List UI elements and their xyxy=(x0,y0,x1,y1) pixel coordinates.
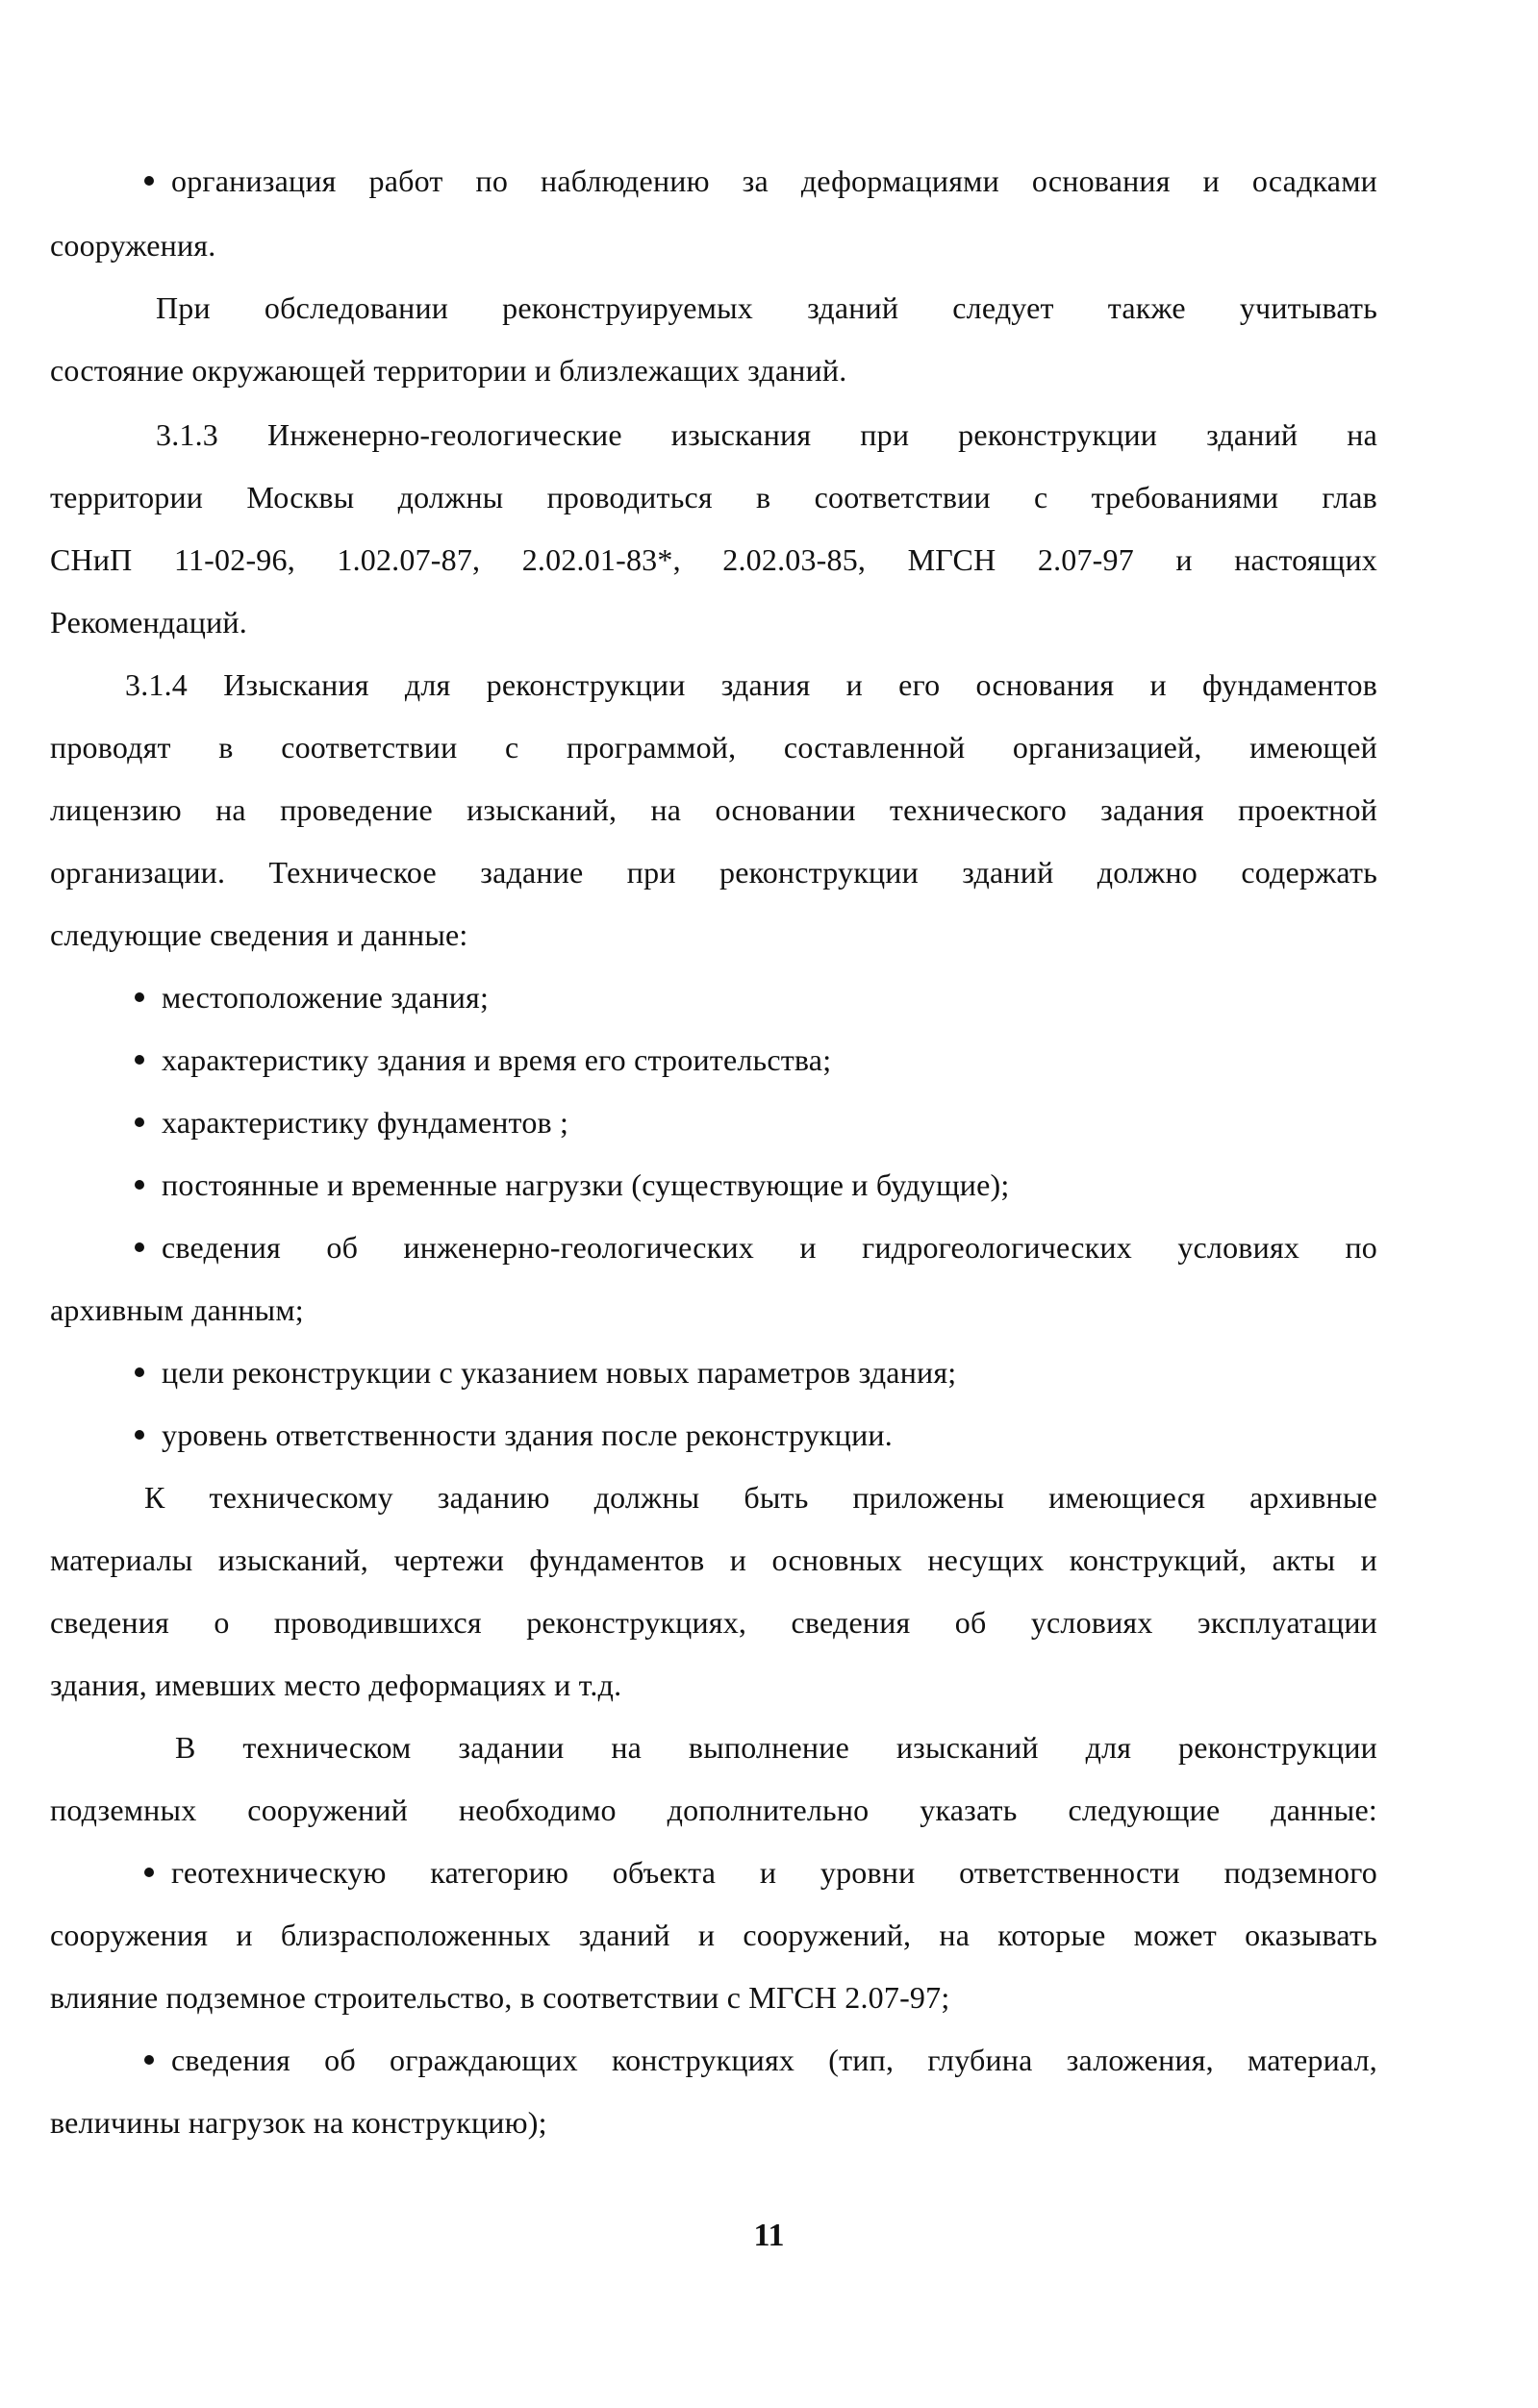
bullet-icon xyxy=(135,1117,144,1127)
text-line: здания, имевших место деформациях и т.д. xyxy=(50,1668,622,1702)
bullet-icon xyxy=(135,1055,144,1065)
bullet-item xyxy=(144,162,1377,200)
text-line: Рекомендаций. xyxy=(50,605,247,640)
text-line: В техническом задании на выполнение изысканий для реконструкции xyxy=(175,1730,1377,1765)
bullet-item xyxy=(135,1416,1377,1454)
text-line: сооружения. xyxy=(50,228,216,263)
bullet-icon xyxy=(144,1868,154,1877)
bullet-item xyxy=(135,1228,1377,1267)
text-line: территории Москвы должны проводиться в соответствии с требованиями глав xyxy=(50,480,1377,514)
text-line: характеристику фундаментов ; xyxy=(162,1105,569,1140)
bullet-item xyxy=(135,1041,1377,1079)
text-line: сведения об ограждающих конструкциях (тип, глубина заложения, материал, xyxy=(171,2043,1377,2077)
text-line: организация работ по наблюдению за деформациями основания и осадками xyxy=(171,163,1377,198)
bullet-icon xyxy=(135,1367,144,1377)
text-line: материалы изысканий, чертежи фундаментов и основных несущих конструкций, акты и xyxy=(50,1543,1377,1577)
text-line: сооружения и близрасположенных зданий и сооружений, на которые может оказывать xyxy=(50,1918,1377,1952)
bullet-icon xyxy=(135,1430,144,1440)
text-line: влияние подземное строительство, в соответствии с МГСН 2.07-97; xyxy=(50,1980,950,2015)
bullet-icon xyxy=(135,1180,144,1190)
text-line: местоположение здания; xyxy=(162,980,490,1015)
text-line: К техническому заданию должны быть приложены имеющиеся архивные xyxy=(144,1480,1377,1515)
text-line: организации. Техническое задание при реконструкции зданий должно содержать xyxy=(50,855,1377,890)
text-line: лицензию на проведение изысканий, на основании технического задания проектной xyxy=(50,792,1377,827)
text-line: При обследовании реконструируемых зданий следует также учитывать xyxy=(156,290,1377,325)
bullet-icon xyxy=(135,1242,144,1252)
text-line: 3.1.4 Изыскания для реконструкции здания и его основания и фундаментов xyxy=(125,667,1377,702)
page-number: 11 xyxy=(753,2218,785,2253)
text-line: величины нагрузок на конструкцию); xyxy=(50,2105,547,2140)
text-line: проводят в соответствии с программой, составленной организацией, имеющей xyxy=(50,730,1377,765)
bullet-icon xyxy=(135,992,144,1002)
text-line: постоянные и временные нагрузки (существующие и будущие); xyxy=(162,1167,1010,1202)
text-line: сведения о проводившихся реконструкциях, сведения об условиях эксплуатации xyxy=(50,1605,1377,1640)
text-line: состояние окружающей территории и близлежащих зданий. xyxy=(50,353,847,388)
bullet-icon xyxy=(144,2055,154,2065)
text-line: следующие сведения и данные: xyxy=(50,917,468,952)
text-line: цели реконструкции с указанием новых параметров здания; xyxy=(162,1355,957,1390)
text-line: сведения об инженерно-геологических и гидрогеологических условиях по xyxy=(162,1230,1377,1265)
text-line: 3.1.3 Инженерно-геологические изыскания при реконструкции зданий на xyxy=(156,417,1377,452)
text-line: уровень ответственности здания после реконструкции. xyxy=(162,1417,893,1452)
text-line: СНиП 11-02-96, 1.02.07-87, 2.02.01-83*, 2.02.03-85, МГСН 2.07-97 и настоящих xyxy=(50,542,1377,577)
bullet-item xyxy=(135,1353,1377,1392)
bullet-item xyxy=(135,978,1377,1016)
bullet-item xyxy=(144,2041,1377,2079)
text-line: геотехническую категорию объекта и уровни ответственности подземного xyxy=(171,1855,1377,1890)
bullet-item xyxy=(135,1103,1377,1141)
text-line: архивным данным; xyxy=(50,1292,304,1327)
text-line: характеристику здания и время его строительства; xyxy=(162,1042,832,1077)
bullet-item xyxy=(135,1166,1377,1204)
text-line: подземных сооружений необходимо дополнительно указать следующие данные: xyxy=(50,1793,1377,1827)
bullet-item xyxy=(144,1853,1377,1892)
bullet-icon xyxy=(144,176,154,186)
